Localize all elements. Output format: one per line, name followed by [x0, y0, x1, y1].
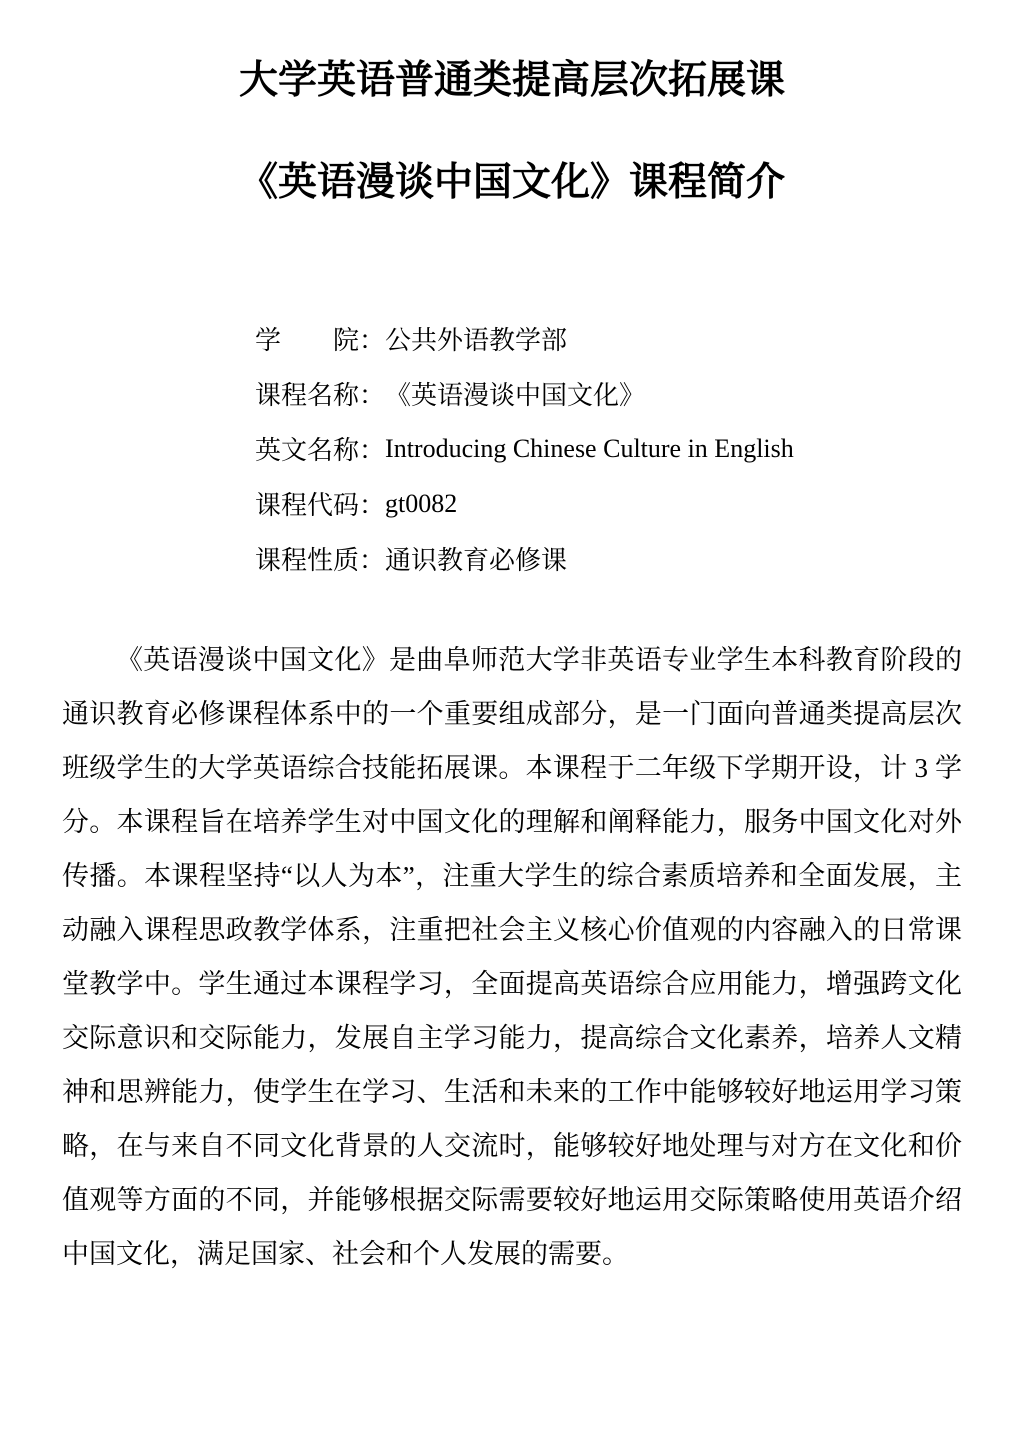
info-value-course-type: 通识教育必修课 [385, 546, 568, 575]
info-colon: ： [359, 381, 386, 410]
info-colon: ： [359, 436, 386, 465]
info-colon: ： [359, 491, 386, 520]
info-row-english-name [255, 421, 794, 476]
info-label-english-name: 英文名称 [255, 436, 360, 465]
document-title-line-2: 《英语漫谈中国文化》课程简介 [238, 161, 785, 204]
course-introduction-paragraph: 《英语漫谈中国文化》是曲阜师范大学非英语专业学生本科教育阶段的通识教育必修课程体系中的一个重要组成部分，是一门面向普通类提高层次班级学生的大学英语综合技能拓展课。本课程于二年级下学期开设，计 3 学分。本课程旨在培养学生对中国文化的理解和阐释能力，服务中国文化对外传播。本课程坚持“以人为本”，注重大学生的综合素质培养和全面发展，主动融入课程思政教学体系，注重把社会主义核心价值观的内容融入的日常课堂教学中。学生通过本课程学习，全面提高英语综合应用能力，增强跨文化交际意识和交际能力，发展自主学习能力，提高综合文化素养，培养人文精神和思辨能力，使学生在学习、生活和未来的工作中能够较好地运用学习策略，在与来自不同文化背景的人交流时，能够较好地处理与对方在文化和价值观等方面的不同，并能够根据交际需要较好地运用交际策略使用英语介绍中国文化，满足国家、社会和个人发展的需要。 [62, 645, 962, 1269]
info-value-course-code: gt0082 [385, 488, 458, 518]
document-title-line-1: 大学英语普通类提高层次拓展课 [238, 59, 785, 102]
info-colon: ： [359, 546, 386, 575]
info-row-college [255, 311, 794, 366]
info-value-course-name: 《英语漫谈中国文化》 [385, 381, 646, 410]
info-label-course-code: 课程代码 [255, 491, 360, 520]
info-label-course-name: 课程名称 [255, 381, 360, 410]
info-row-course-code [255, 476, 794, 531]
course-info-block [255, 311, 794, 586]
info-row-course-type [255, 531, 794, 586]
info-colon: ： [359, 326, 386, 355]
info-label-college: 学 院 [255, 326, 360, 355]
info-row-course-name [255, 366, 794, 421]
info-label-course-type: 课程性质 [255, 546, 360, 575]
info-value-english-name: Introducing Chinese Culture in English [385, 433, 794, 463]
info-value-college: 公共外语教学部 [385, 326, 568, 355]
